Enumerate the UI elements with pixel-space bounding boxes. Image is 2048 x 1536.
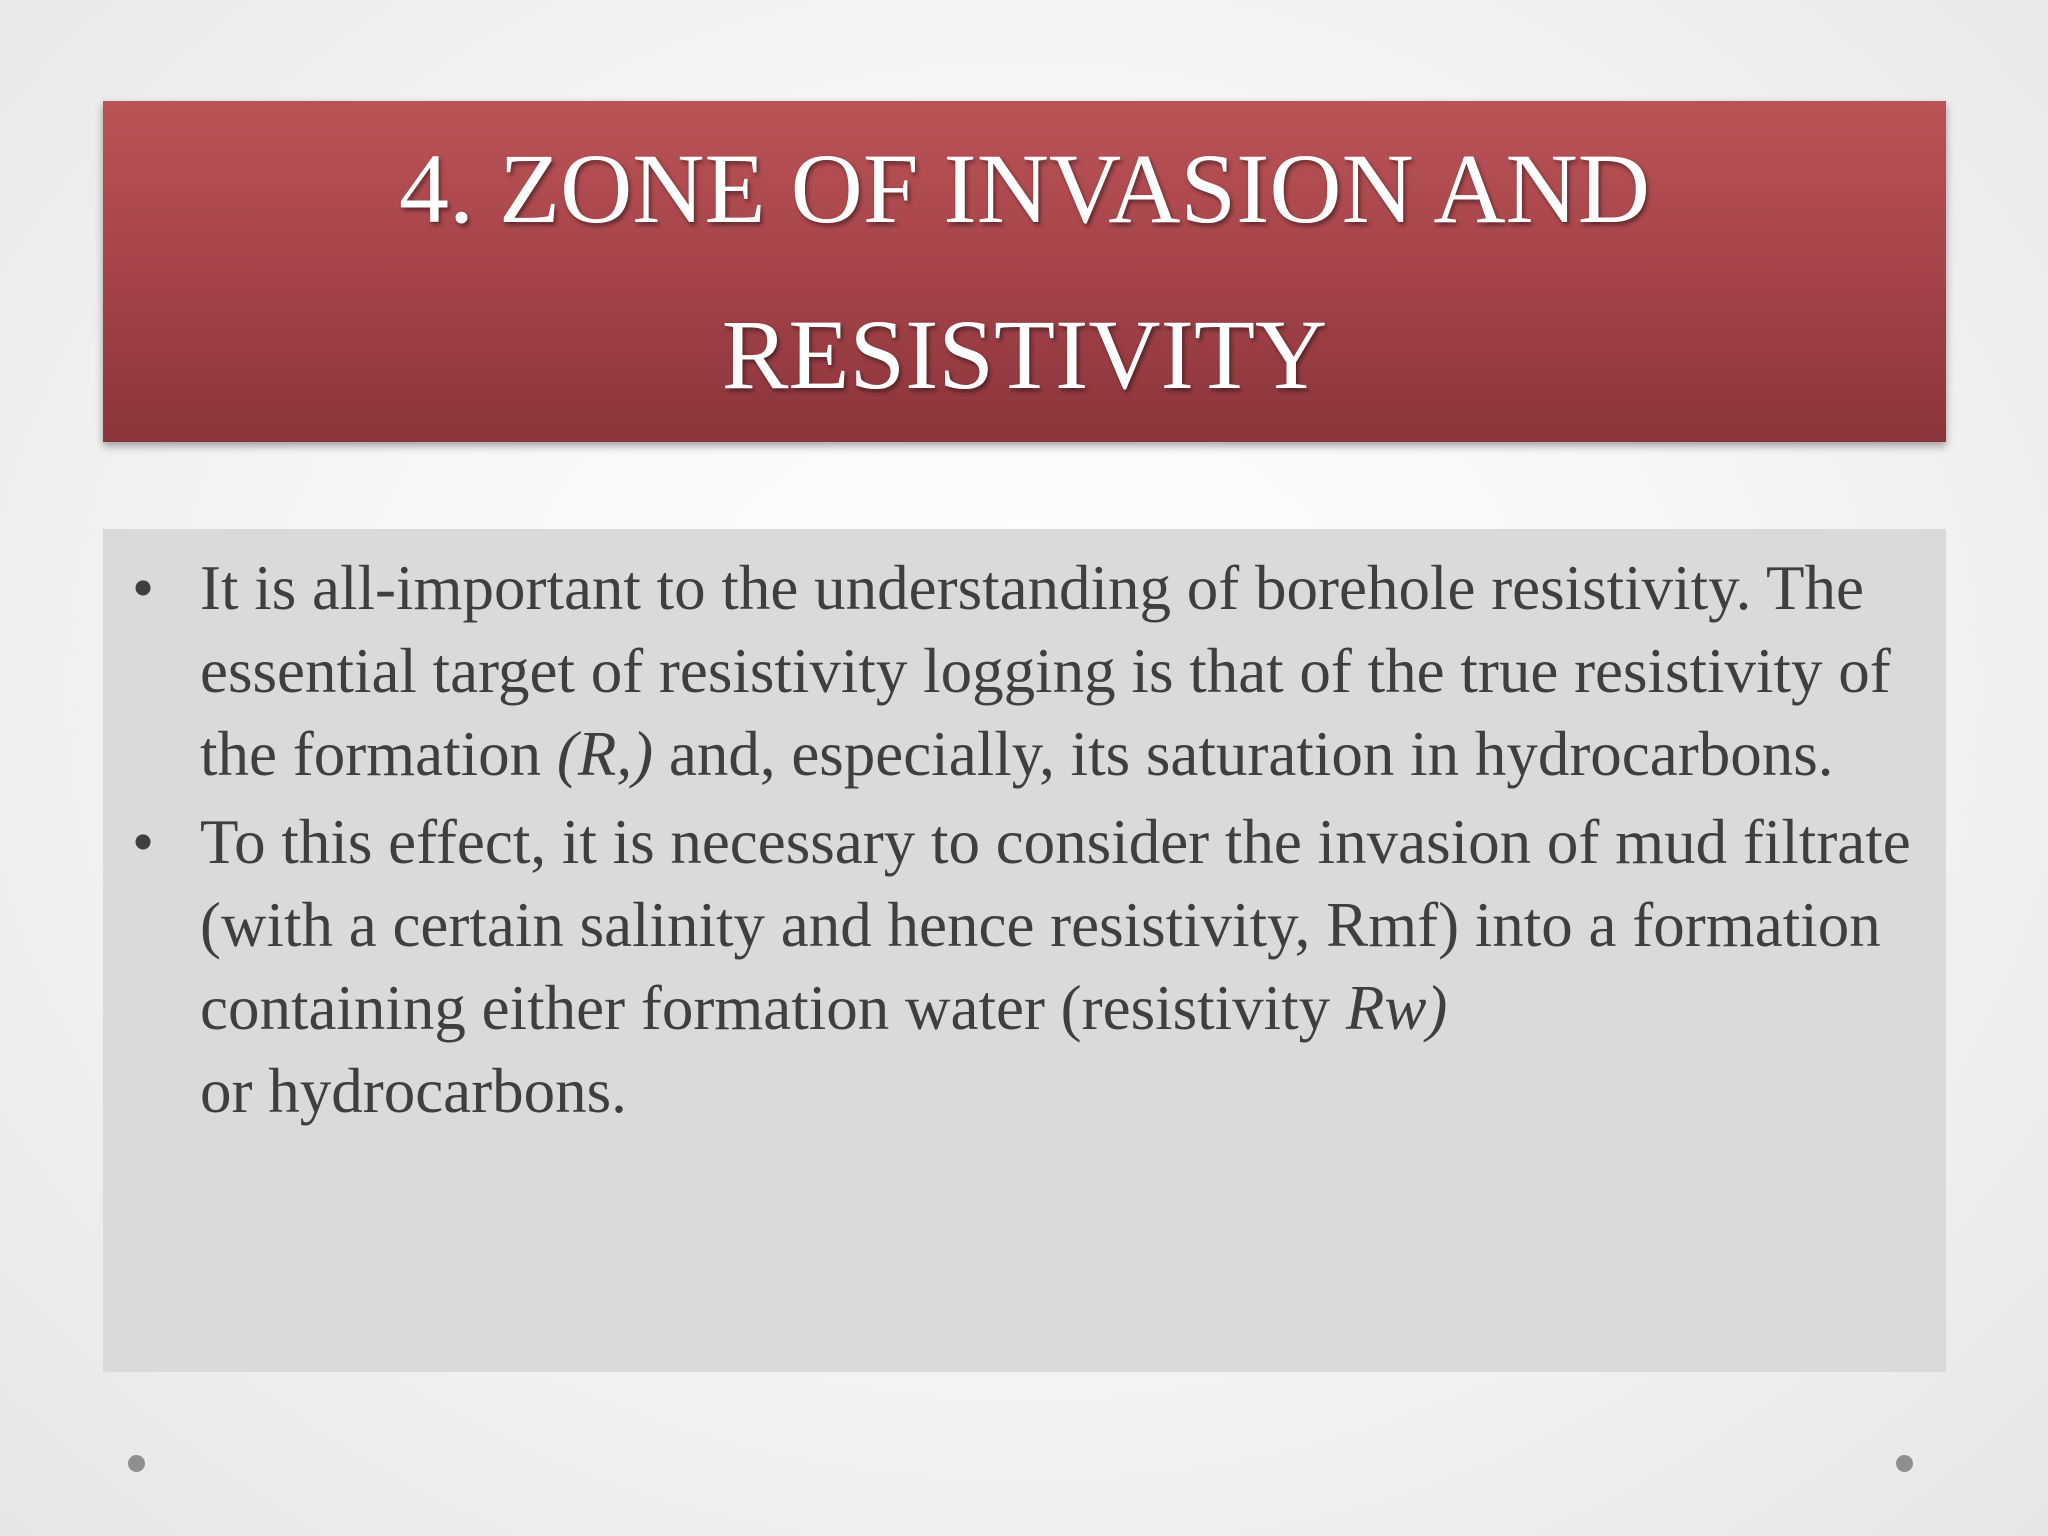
bullet-text-italic: (R,) [556, 719, 654, 789]
bullet-text: It is all-important to the understanding of borehole resistivity. The essential target of resistivity logging is that of the true resistivity of the formation [200, 553, 1891, 789]
bullet-text-italic: Rw) [1345, 973, 1448, 1043]
bullet-list [103, 547, 1926, 1133]
bullet-item [103, 547, 1926, 796]
bullet-text: or hydrocarbons. [200, 1056, 627, 1126]
bullet-text: To this effect, it is necessary to consider the invasion of mud filtrate (with a certain salinity and hence resistivity, Rmf) into a formation containing either formation water (resistivity [200, 807, 1911, 1043]
bullet-text: and, especially, its saturation in hydrocarbons. [653, 719, 1834, 789]
corner-dot-right-icon [1896, 1455, 1913, 1472]
content-box [103, 529, 1946, 1372]
slide-title: 4. ZONE OF INVASION AND RESISTIVITY [399, 132, 1650, 410]
bullet-item [103, 801, 1926, 1133]
corner-dot-left-icon [128, 1455, 145, 1472]
bullet-dot-icon: • [131, 807, 155, 877]
title-banner [103, 101, 1946, 442]
bullet-dot-icon: • [131, 553, 155, 623]
